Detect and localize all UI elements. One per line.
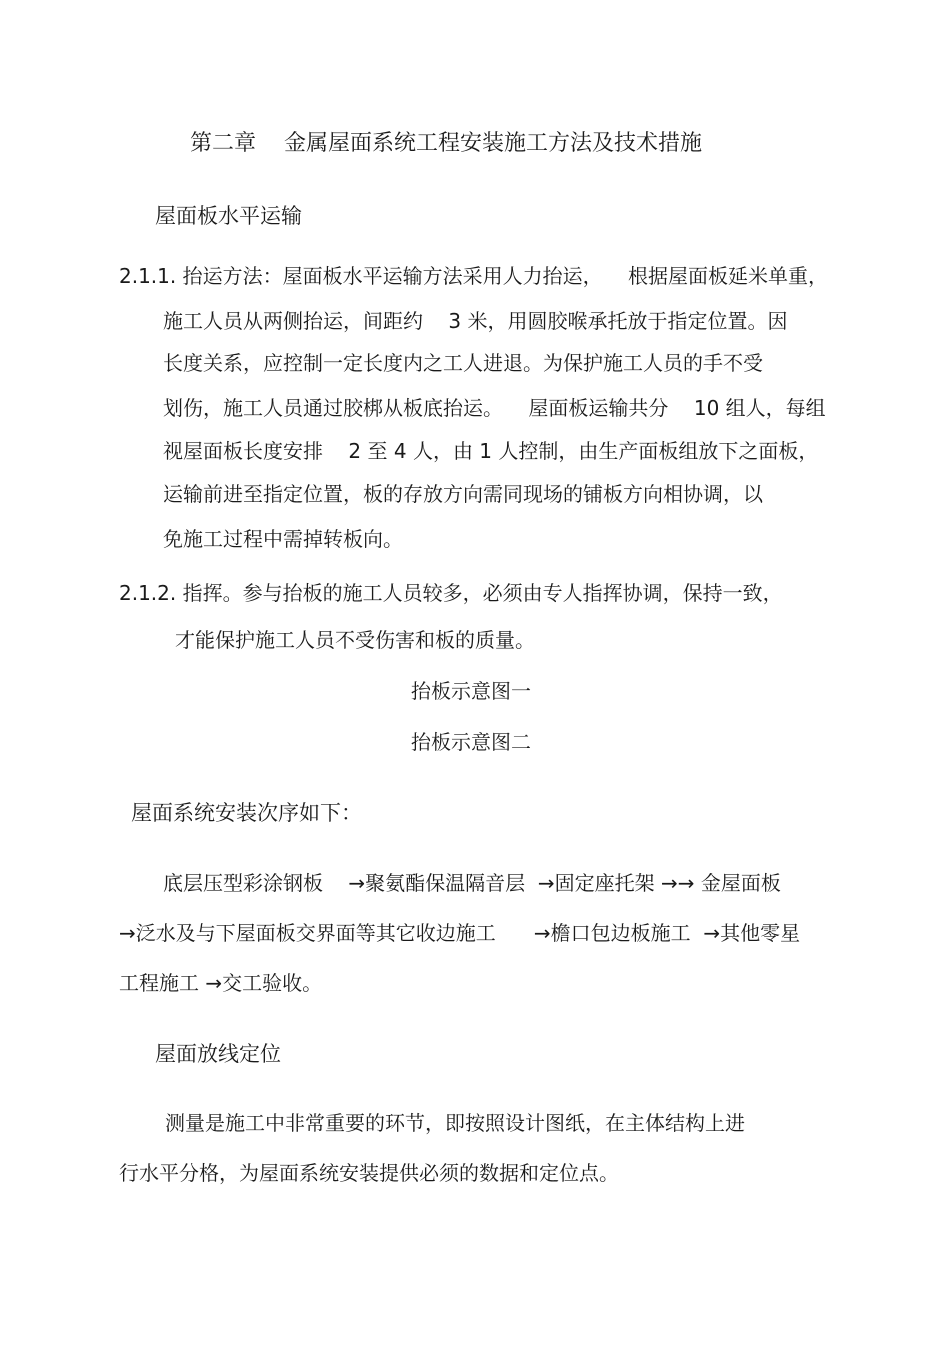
paragraph-line: 免施工过程中需掉转板向。: [163, 527, 403, 551]
paragraph-line: 底层压型彩涂钢板 →聚氨酯保温隔音层 →固定座托架 →→ 金屋面板: [163, 871, 781, 895]
chapter-title: 第二章 金属屋面系统工程安装施工方法及技术措施: [190, 131, 702, 156]
paragraph-line: 行水平分格，为屋面系统安装提供必须的数据和定位点。: [119, 1161, 619, 1185]
figure-caption-2: 抬板示意图二: [411, 730, 531, 754]
section-heading-layout-positioning: 屋面放线定位: [155, 1042, 281, 1066]
paragraph-line: 施工人员从两侧抬运，间距约 3 米，用圆胶喉承托放于指定位置。因: [163, 309, 788, 333]
paragraph-line: →泛水及与下屋面板交界面等其它收边施工 →檐口包边板施工 →其他零星: [119, 921, 801, 945]
paragraph-line: 2.1.1. 抬运方法：屋面板水平运输方法采用人力抬运， 根据屋面板延米单重，: [119, 264, 829, 288]
section-heading-install-order: 屋面系统安装次序如下：: [131, 801, 362, 825]
section-heading-transport: 屋面板水平运输: [155, 204, 302, 228]
paragraph-line: 测量是施工中非常重要的环节，即按照设计图纸，在主体结构上进: [165, 1111, 745, 1135]
paragraph-line: 划伤，施工人员通过胶梆从板底抬运。 屋面板运输共分 10 组人，每组: [163, 396, 826, 420]
paragraph-line: 工程施工 →交工验收。: [119, 971, 323, 995]
paragraph-line: 长度关系，应控制一定长度内之工人进退。为保护施工人员的手不受: [163, 351, 763, 375]
paragraph-line: 2.1.2. 指挥。参与抬板的施工人员较多，必须由专人指挥协调，保持一致，: [119, 581, 783, 605]
figure-caption-1: 抬板示意图一: [411, 679, 531, 703]
paragraph-line: 视屋面板长度安排 2 至 4 人，由 1 人控制，由生产面板组放下之面板，: [163, 439, 819, 463]
paragraph-line: 运输前进至指定位置，板的存放方向需同现场的铺板方向相协调，以: [163, 482, 763, 506]
paragraph-line: 才能保护施工人员不受伤害和板的质量。: [175, 628, 535, 652]
